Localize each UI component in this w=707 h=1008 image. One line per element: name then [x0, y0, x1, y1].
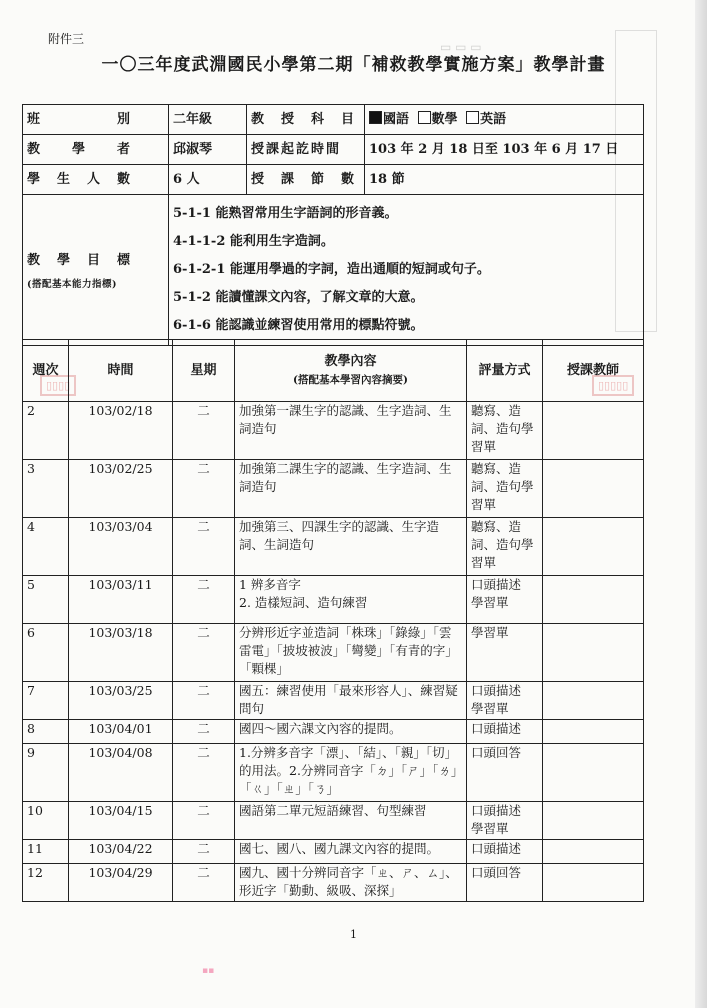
header-content [235, 340, 467, 402]
instructor-cell [543, 518, 644, 576]
subject-option-chinese: 國語 [369, 112, 409, 127]
content-cell: 加強第二課生字的認識、生字造詞、生詞造句 [235, 460, 467, 518]
table-row [23, 864, 644, 902]
week-cell: 5 [23, 576, 69, 624]
assessment-cell: 學習單 [467, 624, 543, 682]
table-row [23, 624, 644, 682]
goal-item: 6-1-2-1 能運用學過的字詞，造出通順的短詞或句子。 [173, 262, 490, 277]
week-cell: 3 [23, 460, 69, 518]
weekday-cell: 二 [173, 576, 235, 624]
assessment-cell: 聽寫、造詞、造句學習單 [467, 460, 543, 518]
date-cell: 103/03/25 [69, 682, 173, 720]
instructor-cell [543, 682, 644, 720]
table-row [23, 402, 644, 460]
instructor-cell [543, 802, 644, 840]
assessment-cell: 口頭描述 學習單 [467, 576, 543, 624]
subject-option-english: 英語 [466, 112, 506, 127]
date-cell: 103/02/18 [69, 402, 173, 460]
bleed-stamp-right: ▯▯▯▯▯ [592, 375, 634, 396]
assessment-cell: 口頭回答 [467, 744, 543, 802]
content-cell: 國九、國十分辨同音字「ㄓ、ㄕ、ㄙ」、形近字「勤動、級吸、深探」 [235, 864, 467, 902]
table-row [23, 840, 644, 864]
weekday-cell: 二 [173, 624, 235, 682]
date-cell: 103/03/04 [69, 518, 173, 576]
date-cell: 103/04/08 [69, 744, 173, 802]
goal-item: 5-1-2 能讀懂課文內容，了解文章的大意。 [173, 290, 424, 305]
page-title: 一〇三年度武淵國民小學第二期「補救教學實施方案」教學計畫 [101, 55, 606, 75]
class-value: 二年級 [169, 105, 247, 135]
week-cell: 12 [23, 864, 69, 902]
table-row [23, 720, 644, 744]
header-instructor: 授課教師 [543, 340, 644, 402]
assessment-cell: 口頭描述 [467, 840, 543, 864]
bleed-through: ▭ ▭ ▭ [440, 40, 482, 54]
assessment-cell: 聽寫、造詞、造句學習單 [467, 518, 543, 576]
students-label: 學 生 人 數 [23, 165, 169, 195]
weekday-cell: 二 [173, 802, 235, 840]
content-cell: 國五：練習使用「最來形容人」、練習疑問句 [235, 682, 467, 720]
weekday-cell: 二 [173, 682, 235, 720]
date-cell: 103/04/15 [69, 802, 173, 840]
header-content-title: 教學內容 [324, 353, 377, 369]
period-value: 103 年 2 月 18 日至 103 年 6 月 17 日 [365, 135, 644, 165]
sessions-label: 授 課 節 數 [247, 165, 365, 195]
week-cell: 10 [23, 802, 69, 840]
teacher-label: 教 學 者 [23, 135, 169, 165]
goals-label-cell [23, 195, 169, 346]
goal-item: 6-1-6 能認識並練習使用常用的標點符號。 [173, 318, 424, 333]
assessment-cell: 口頭回答 [467, 864, 543, 902]
weekday-cell: 二 [173, 864, 235, 902]
page-edge [695, 0, 707, 1008]
week-cell: 9 [23, 744, 69, 802]
instructor-cell [543, 402, 644, 460]
date-cell: 103/02/25 [69, 460, 173, 518]
content-cell: 國語第二單元短語練習、句型練習 [235, 802, 467, 840]
info-table [22, 104, 644, 346]
content-cell: 1 辨多音字 2. 造樣短詞、造句練習 [235, 576, 467, 624]
content-cell: 國七、國八、國九課文內容的提問。 [235, 840, 467, 864]
week-cell: 7 [23, 682, 69, 720]
weekday-cell: 二 [173, 402, 235, 460]
page-number: 1 [350, 928, 357, 941]
table-row [23, 682, 644, 720]
instructor-cell [543, 840, 644, 864]
header-weekday: 星期 [173, 340, 235, 402]
weekday-cell: 二 [173, 840, 235, 864]
checkbox-checked-icon [369, 111, 382, 124]
assessment-cell: 聽寫、造詞、造句學習單 [467, 402, 543, 460]
subject-label: 教 授 科 目 [247, 105, 365, 135]
sessions-value: 18 節 [365, 165, 644, 195]
header-assessment: 評量方式 [467, 340, 543, 402]
content-cell: 國四～國六課文內容的提問。 [235, 720, 467, 744]
content-cell: 分辨形近字並造詞「株珠」「錄綠」「雲雷電」「披坡被波」「彎變」「有青的字」「顆棵」 [235, 624, 467, 682]
date-cell: 103/03/18 [69, 624, 173, 682]
table-row [23, 576, 644, 624]
table-row [23, 460, 644, 518]
instructor-cell [543, 460, 644, 518]
content-cell: 加強第三、四課生字的認識、生字造詞、生詞造句 [235, 518, 467, 576]
assessment-cell: 口頭描述 學習單 [467, 682, 543, 720]
assessment-cell: 口頭描述 [467, 720, 543, 744]
annex-label: 附件三 [48, 32, 85, 46]
weekday-cell: 二 [173, 720, 235, 744]
date-cell: 103/04/01 [69, 720, 173, 744]
header-content-sub: (搭配基本學習內容摘要) [293, 373, 408, 386]
goals-list [169, 195, 644, 346]
assessment-cell: 口頭描述 學習單 [467, 802, 543, 840]
goal-item: 5-1-1 能熟習常用生字語詞的形音義。 [173, 206, 398, 221]
weekday-cell: 二 [173, 518, 235, 576]
students-value: 6 人 [169, 165, 247, 195]
table-row [23, 744, 644, 802]
teacher-value: 邱淑琴 [169, 135, 247, 165]
date-cell: 103/04/29 [69, 864, 173, 902]
subject-options [365, 105, 644, 135]
date-cell: 103/04/22 [69, 840, 173, 864]
week-cell: 11 [23, 840, 69, 864]
content-cell: 1.分辨多音字「漂」、「結」、「親」「切」的用法。2.分辨同音字「ㄉ」「ㄕ」「ㄌ」「ㄍ」「ㄓ」「ㄋ」 [235, 744, 467, 802]
instructor-cell [543, 744, 644, 802]
instructor-cell [543, 624, 644, 682]
goals-label: 教 學 目 標 [27, 253, 133, 268]
goals-sublabel: (搭配基本能力指標) [27, 279, 117, 290]
subject-option-math: 數學 [418, 112, 458, 127]
table-row [23, 518, 644, 576]
checkbox-empty-icon [418, 111, 431, 124]
instructor-cell [543, 720, 644, 744]
week-cell: 6 [23, 624, 69, 682]
date-cell: 103/03/11 [69, 576, 173, 624]
week-cell: 2 [23, 402, 69, 460]
schedule-table [22, 339, 644, 902]
bleed-stamp-left: ▯▯▯▯ [40, 375, 76, 396]
period-label: 授課起訖時間 [247, 135, 365, 165]
class-label: 班 別 [23, 105, 169, 135]
instructor-cell [543, 576, 644, 624]
week-cell: 8 [23, 720, 69, 744]
checkbox-empty-icon [466, 111, 479, 124]
header-date: 時間 [69, 340, 173, 402]
week-cell: 4 [23, 518, 69, 576]
weekday-cell: 二 [173, 744, 235, 802]
weekday-cell: 二 [173, 460, 235, 518]
goal-item: 4-1-1-2 能利用生字造詞。 [173, 234, 334, 249]
header-week: 週次 [23, 340, 69, 402]
instructor-cell [543, 864, 644, 902]
content-cell: 加強第一課生字的認識、生字造詞、生詞造句 [235, 402, 467, 460]
table-row [23, 802, 644, 840]
scan-mark: ▪▪ [202, 966, 215, 976]
